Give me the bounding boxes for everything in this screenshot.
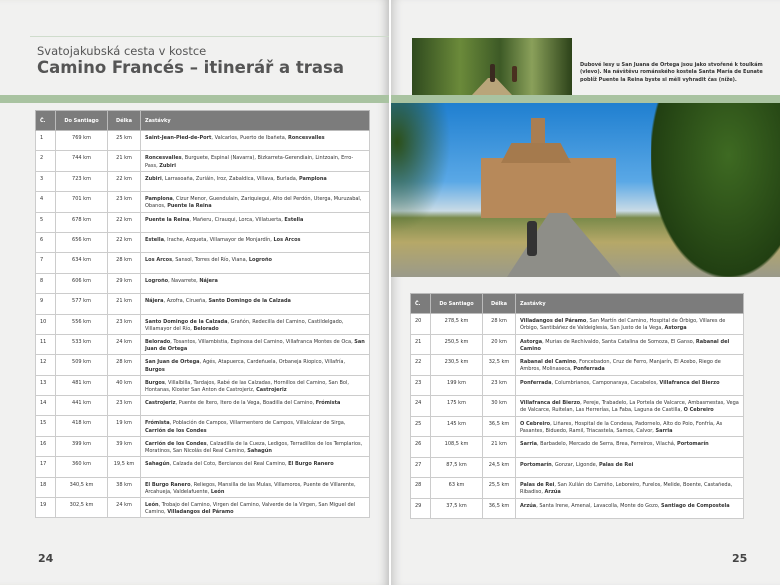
start-stop: Sahagún <box>145 461 170 468</box>
end-stop: Villafranca del Bierzo <box>659 379 720 386</box>
table-row <box>36 436 370 456</box>
stops <box>141 232 370 252</box>
stage-number: 4 <box>36 192 56 212</box>
forest-photo <box>412 38 572 95</box>
via-stops: , Murias de Rechivaldo, Santa Catalina de Somoza, El Ganso, <box>542 338 696 345</box>
stage-number: 7 <box>36 253 56 273</box>
distance-to-santiago: 769 km <box>56 131 108 151</box>
distance-to-santiago: 418 km <box>56 416 108 436</box>
stage-length: 36,5 km <box>483 416 516 437</box>
via-stops: , Santa Irene, Amenal, Lavacolla, Monte do Gozo, <box>536 502 661 509</box>
table-row <box>36 396 370 416</box>
stops <box>516 355 744 376</box>
start-stop: Villafranca del Bierzo <box>520 400 581 406</box>
end-stop: León <box>210 488 225 495</box>
distance-to-santiago: 577 km <box>56 294 108 314</box>
stops <box>141 314 370 334</box>
table-row <box>36 253 370 273</box>
via-stops: , Trobajo del Camino, Virgen del Camino, Valverde de la Virgen, San Miguel del Camino, <box>145 502 356 516</box>
start-stop: Belorado <box>145 338 171 345</box>
column-header: Zastávky <box>516 294 744 314</box>
table-row <box>36 232 370 252</box>
column-header: Č. <box>36 111 56 131</box>
stage-length: 25,5 km <box>483 478 516 499</box>
column-header: Délka <box>483 294 516 314</box>
start-stop: El Burgo Ranero <box>145 481 191 488</box>
photo-caption: Dubové lesy u San Juana de Ortega jsou jako stvořené k toulkám (vlevo). Na návštěvu románského kostela Santa María de Eunate poblíž Puente la Reina byste si měli vyhradit čas (níže). <box>580 62 763 83</box>
end-stop: Santo Domingo de la Calzada <box>208 298 291 305</box>
stops <box>141 131 370 151</box>
cyclist <box>527 221 537 256</box>
page-title: Camino Francés – itinerář a trasa <box>37 58 344 77</box>
end-stop: Villadangos del Páramo <box>167 509 234 516</box>
stops <box>141 477 370 497</box>
table-row <box>36 457 370 477</box>
column-header: Č. <box>411 294 431 314</box>
stage-number: 12 <box>36 355 56 375</box>
start-stop: Castrojeriz <box>145 400 176 407</box>
via-stops: , Gonzar, Ligonde, <box>551 461 599 468</box>
stops <box>141 436 370 456</box>
end-stop: Zubiri <box>159 162 176 169</box>
stage-length: 30 km <box>483 396 516 417</box>
via-stops: , Tosantos, Villambistia, Espinosa del Camino, Villafranca Montes de Oca, <box>170 338 355 345</box>
stage-number: 21 <box>411 334 431 355</box>
distance-to-santiago: 145 km <box>431 416 483 437</box>
via-stops: , Calzada del Coto, Bercianos del Real Camino, <box>169 461 289 468</box>
stage-length: 40 km <box>108 375 141 395</box>
stops <box>141 457 370 477</box>
stage-length: 29 km <box>108 273 141 293</box>
page-number: 24 <box>38 552 54 565</box>
distance-to-santiago: 87,5 km <box>431 457 483 478</box>
end-stop: Pamplona <box>299 175 327 182</box>
via-stops: , Mañeru, Cirauqui, Lorca, Villatuerta, <box>189 216 285 223</box>
stage-length: 23 km <box>108 314 141 334</box>
via-stops: , Reliegos, Mansilla de las Mulas, Villamoros, Puente de Villarente, Arcahueja, Valdelafuente, <box>145 481 356 495</box>
stops <box>516 437 744 458</box>
distance-to-santiago: 175 km <box>431 396 483 417</box>
stage-length: 28 km <box>108 253 141 273</box>
end-stop: O Cebreiro <box>683 407 714 414</box>
stops <box>516 396 744 417</box>
start-stop: Los Arcos <box>145 257 173 264</box>
left-page <box>0 0 389 585</box>
stage-length: 19 km <box>108 416 141 436</box>
stops <box>516 478 744 499</box>
stops <box>141 273 370 293</box>
column-header: Do Santiago <box>56 111 108 131</box>
distance-to-santiago: 302,5 km <box>56 498 108 518</box>
end-stop: Puente la Reina <box>167 203 212 210</box>
table-row <box>36 212 370 232</box>
via-stops: , Pereje, Trabadelo, La Portela de Valcarce, Ambasmestas, Vega de Valcarce, Ruitelan, Las Herrerías, La Faba, Laguna de Castilla, <box>520 400 739 414</box>
start-stop: Pamplona <box>145 196 173 203</box>
table-row <box>36 151 370 171</box>
stops <box>516 334 744 355</box>
end-stop: Carrión de los Condes <box>145 427 207 434</box>
distance-to-santiago: 360 km <box>56 457 108 477</box>
stage-number: 28 <box>411 478 431 499</box>
stage-number: 14 <box>36 396 56 416</box>
start-stop: Arzúa <box>520 502 537 509</box>
end-stop: Astorga <box>664 325 687 332</box>
stage-number: 20 <box>411 314 431 335</box>
stage-number: 23 <box>411 375 431 396</box>
stage-length: 21 km <box>108 294 141 314</box>
start-stop: San Juan de Ortega <box>145 359 200 366</box>
section-subtitle: Svatojakubská cesta v kostce <box>37 44 207 58</box>
start-stop: Roncesvalles <box>145 155 182 162</box>
stops <box>141 192 370 212</box>
via-stops: , San Martín del Camino, Hospital de Órbigo, Villares de Órbigo, Santibáñez de Valdeiglesia, San Justo de la Vega, <box>520 318 726 332</box>
end-stop: Logroño <box>248 257 272 264</box>
start-stop: O Cebreiro <box>520 420 551 427</box>
stage-number: 19 <box>36 498 56 518</box>
stage-length: 24 km <box>108 334 141 354</box>
stage-number: 9 <box>36 294 56 314</box>
stage-number: 27 <box>411 457 431 478</box>
end-stop: Castrojeriz <box>256 386 287 393</box>
distance-to-santiago: 399 km <box>56 436 108 456</box>
stops <box>141 375 370 395</box>
table-row <box>411 314 744 335</box>
page-number: 25 <box>732 552 748 565</box>
stage-number: 3 <box>36 171 56 191</box>
via-stops: , Barbadelo, Mercado de Serra, Brea, Ferreiros, Vilachá, <box>537 441 678 447</box>
distance-to-santiago: 230,5 km <box>431 355 483 376</box>
start-stop: Nájera <box>145 298 164 305</box>
distance-to-santiago: 481 km <box>56 375 108 395</box>
start-stop: Burgos <box>145 379 165 386</box>
via-stops: , Foncebadon, Cruz de Ferro, Manjarín, El Acebo, Riego de Ambros, Molinaseca, <box>520 359 721 373</box>
stage-length: 19,5 km <box>108 457 141 477</box>
table-row <box>36 131 370 151</box>
via-stops: , Liñares, Hospital de la Condesa, Padornelo, Alto do Poio, Fonfría, As Pasantes, Biduedo, Ramil, Triacastela, Samos, Calvor, <box>520 420 723 434</box>
stage-length: 28 km <box>108 355 141 375</box>
via-stops: , Cizur Menor, Guendulain, Zariquiegui, Alto del Perdón, Uterga, Muruzabal, Obanos, <box>145 196 362 210</box>
start-stop: León <box>145 502 159 509</box>
distance-to-santiago: 278,5 km <box>431 314 483 335</box>
stage-length: 23 km <box>108 192 141 212</box>
church-photo <box>391 103 780 277</box>
distance-to-santiago: 701 km <box>56 192 108 212</box>
green-band <box>0 95 389 103</box>
distance-to-santiago: 37,5 km <box>431 498 483 519</box>
end-stop: San Juan de Ortega <box>145 338 365 353</box>
stage-number: 13 <box>36 375 56 395</box>
stage-length: 22 km <box>108 232 141 252</box>
start-stop: Frómista <box>145 420 170 427</box>
start-stop: Villadangos del Páramo <box>520 318 587 324</box>
distance-to-santiago: 108,5 km <box>431 437 483 458</box>
stops <box>141 171 370 191</box>
stage-length: 36,5 km <box>483 498 516 519</box>
stops <box>141 416 370 436</box>
stage-length: 20 km <box>483 334 516 355</box>
table-row <box>36 498 370 518</box>
start-stop: Puente la Reina <box>145 216 190 223</box>
stops <box>141 294 370 314</box>
start-stop: Estella <box>145 236 164 243</box>
end-stop: Sahagún <box>247 448 272 455</box>
stage-length: 22 km <box>108 171 141 191</box>
stage-length: 32,5 km <box>483 355 516 376</box>
stage-length: 23 km <box>483 375 516 396</box>
stage-number: 16 <box>36 436 56 456</box>
end-stop: Los Arcos <box>273 236 301 243</box>
church <box>481 158 616 218</box>
stage-number: 10 <box>36 314 56 334</box>
start-stop: Santo Domingo de la Calzada <box>145 318 228 325</box>
end-stop: Nájera <box>199 277 218 284</box>
table-row <box>36 355 370 375</box>
distance-to-santiago: 63 km <box>431 478 483 499</box>
table-row <box>36 314 370 334</box>
stage-number: 6 <box>36 232 56 252</box>
via-stops: , Puente de Itero, Itero de la Vega, Boadilla del Camino, <box>175 400 316 407</box>
stops <box>141 253 370 273</box>
via-stops: , Burguete, Espinal (Navarra), Bizkarreta-Gerendiain, Lintzoain, Erro-Pass, <box>145 155 354 169</box>
via-stops: , Villalbilla, Tardajos, Rabé de las Calzadas, Hornillos del Camino, San Bol, Hontanas, Kloster San Anton de Castrojeriz, <box>145 379 349 393</box>
divider <box>30 36 389 37</box>
distance-to-santiago: 678 km <box>56 212 108 232</box>
stage-number: 24 <box>411 396 431 417</box>
start-stop: Saint-Jean-Pied-de-Port <box>145 135 212 141</box>
distance-to-santiago: 556 km <box>56 314 108 334</box>
stage-number: 26 <box>411 437 431 458</box>
stops <box>516 314 744 335</box>
end-stop: Santiago de Compostela <box>660 502 730 509</box>
distance-to-santiago: 250,5 km <box>431 334 483 355</box>
start-stop: Carrión de los Condes <box>145 440 207 447</box>
column-header: Délka <box>108 111 141 131</box>
table-header <box>36 111 370 131</box>
stops <box>141 334 370 354</box>
table-row <box>411 457 744 478</box>
start-stop: Portomarín <box>520 461 552 468</box>
table-header <box>411 294 744 314</box>
stops <box>141 355 370 375</box>
itinerary-table-left <box>35 110 370 518</box>
via-stops: , Grañón, Redecilla del Camino, Castildelgado, Villamayor del Río, <box>145 318 344 332</box>
stage-length: 24,5 km <box>483 457 516 478</box>
end-stop: Burgos <box>145 366 165 373</box>
start-stop: Sarria <box>520 441 537 447</box>
stops <box>141 151 370 171</box>
stops <box>516 457 744 478</box>
stage-number: 29 <box>411 498 431 519</box>
distance-to-santiago: 199 km <box>431 375 483 396</box>
stage-number: 2 <box>36 151 56 171</box>
table-row <box>36 192 370 212</box>
table-row <box>36 273 370 293</box>
stage-number: 17 <box>36 457 56 477</box>
end-stop: Sarria <box>655 427 673 434</box>
via-stops: , Irache, Azqueta, Villamayor de Monjardín, <box>163 236 274 243</box>
via-stops: , Población de Campos, Villarmentero de Campos, Villalcázar de Sirga, <box>169 420 346 427</box>
via-stops: , Larrasoaña, Zuriáin, Iroz, Zabaldica, Villava, Burlada, <box>161 175 299 182</box>
table-row <box>411 498 744 519</box>
stops <box>141 396 370 416</box>
stage-length: 39 km <box>108 436 141 456</box>
start-stop: Ponferrada <box>520 379 552 386</box>
via-stops: , Sansol, Torres del Río, Viana, <box>172 257 249 264</box>
distance-to-santiago: 744 km <box>56 151 108 171</box>
end-stop: Arzúa <box>544 489 561 496</box>
stops <box>516 498 744 519</box>
table-row <box>411 437 744 458</box>
stage-length: 21 km <box>483 437 516 458</box>
table-row <box>411 334 744 355</box>
stage-number: 18 <box>36 477 56 497</box>
stage-number: 8 <box>36 273 56 293</box>
stage-length: 22 km <box>108 212 141 232</box>
table-row <box>36 294 370 314</box>
table-row <box>411 375 744 396</box>
stage-number: 11 <box>36 334 56 354</box>
end-stop: Belorado <box>193 325 219 332</box>
distance-to-santiago: 634 km <box>56 253 108 273</box>
end-stop: Estella <box>284 216 304 223</box>
itinerary-table-right <box>410 293 744 519</box>
stage-length: 23 km <box>108 396 141 416</box>
start-stop: Rabanal del Camino <box>520 359 576 365</box>
stops <box>141 498 370 518</box>
table-row <box>411 416 744 437</box>
table-row <box>411 396 744 417</box>
via-stops: , Agés, Atapuerca, Cardeñuela, Orbaneja Riopico, Villafría, <box>199 359 346 366</box>
column-header: Do Santiago <box>431 294 483 314</box>
end-stop: Frómista <box>315 400 341 407</box>
table-row <box>36 334 370 354</box>
end-stop: Portomarín <box>677 441 709 447</box>
table-row <box>36 477 370 497</box>
stage-number: 15 <box>36 416 56 436</box>
stops <box>516 375 744 396</box>
table-row <box>36 416 370 436</box>
distance-to-santiago: 441 km <box>56 396 108 416</box>
table-row <box>36 171 370 191</box>
end-stop: Rabanal del Camino <box>520 338 730 352</box>
table-row <box>411 355 744 376</box>
table-row <box>36 375 370 395</box>
via-stops: , San Xulián do Camiño, Leboreiro, Furelos, Melide, Boente, Castañeda, Ribadiso, <box>520 482 733 496</box>
end-stop: Ponferrada <box>573 366 605 373</box>
column-header: Zastávky <box>141 111 370 131</box>
stage-length: 25 km <box>108 131 141 151</box>
start-stop: Astorga <box>520 338 543 345</box>
distance-to-santiago: 509 km <box>56 355 108 375</box>
via-stops: , Navarrete, <box>168 277 200 284</box>
stage-length: 38 km <box>108 477 141 497</box>
end-stop: Palas de Rei <box>598 461 634 468</box>
table-row <box>411 478 744 499</box>
end-stop: Roncesvalles <box>288 135 325 141</box>
green-band <box>391 95 780 103</box>
stops <box>141 212 370 232</box>
distance-to-santiago: 340,5 km <box>56 477 108 497</box>
start-stop: Palas de Rei <box>520 482 555 488</box>
via-stops: , Calzadilla de la Cueza, Ledigos, Terradillos de los Templarios, Moratinos, San Nicolás del Real Camino, <box>145 440 363 455</box>
distance-to-santiago: 723 km <box>56 171 108 191</box>
distance-to-santiago: 656 km <box>56 232 108 252</box>
end-stop: El Burgo Ranero <box>288 461 334 468</box>
stops <box>516 416 744 437</box>
start-stop: Logroño <box>145 277 169 284</box>
stage-number: 1 <box>36 131 56 151</box>
stage-length: 28 km <box>483 314 516 335</box>
start-stop: Zubiri <box>145 175 162 182</box>
stage-number: 22 <box>411 355 431 376</box>
distance-to-santiago: 606 km <box>56 273 108 293</box>
via-stops: , Azofra, Cirueña, <box>163 298 209 305</box>
stage-number: 25 <box>411 416 431 437</box>
via-stops: , Valcarlos, Puerto de Ibañeta, <box>211 135 289 141</box>
stage-length: 21 km <box>108 151 141 171</box>
distance-to-santiago: 533 km <box>56 334 108 354</box>
stage-length: 24 km <box>108 498 141 518</box>
stage-number: 5 <box>36 212 56 232</box>
via-stops: , Columbrianos, Camponaraya, Cacabelos, <box>551 379 660 386</box>
